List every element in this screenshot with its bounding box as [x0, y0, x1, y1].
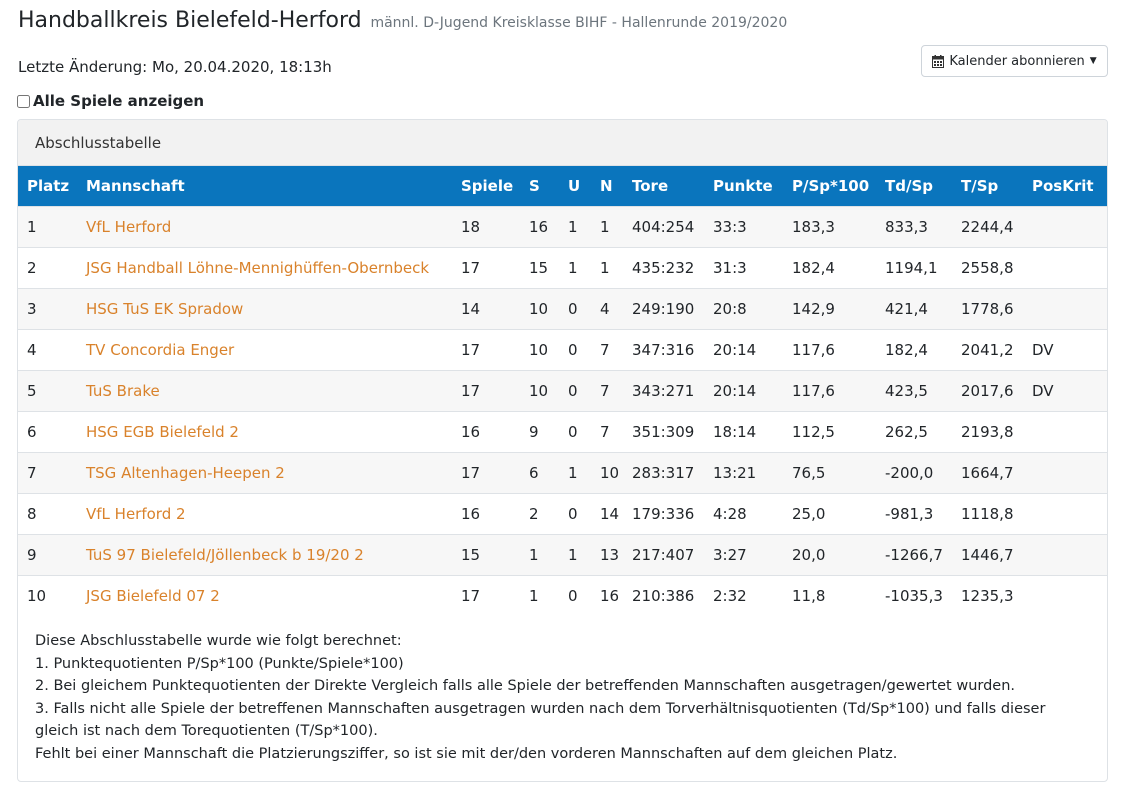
calendar-icon — [932, 55, 944, 68]
column-header-p-sp-100: P/Sp*100 — [792, 176, 870, 195]
cell-s: 10 — [529, 340, 549, 359]
cell-n: 16 — [600, 586, 620, 605]
cell-platz: 10 — [27, 586, 47, 605]
cell-s: 15 — [529, 258, 549, 277]
cell-platz: 3 — [27, 299, 37, 318]
team-link[interactable]: HSG TuS EK Spradow — [86, 299, 244, 318]
cell-td-sp: 1194,1 — [885, 258, 938, 277]
table-row — [18, 411, 1108, 452]
cell-td-sp: 421,4 — [885, 299, 928, 318]
table-row — [18, 329, 1108, 370]
cell-t-sp: 1235,3 — [961, 586, 1014, 605]
cell-platz: 6 — [27, 422, 37, 441]
cell-mannschaft — [77, 329, 452, 370]
table-body — [18, 206, 1108, 616]
cell-poskrit — [1023, 288, 1108, 329]
cell-s: 1 — [529, 586, 539, 605]
table-header-row — [18, 166, 1108, 206]
note-line: 2. Bei gleichem Punktequotienten der Direkte Vergleich falls alle Spiele der betreffenden Mannschaften ausgetragen/gewertet wurden. — [35, 678, 1016, 694]
cell-punkte: 18:14 — [713, 422, 757, 441]
table-row — [18, 288, 1108, 329]
cell-n: 7 — [600, 340, 610, 359]
cell-u: 1 — [568, 463, 578, 482]
cell-tore: 404:254 — [632, 217, 695, 236]
cell-n: 13 — [600, 545, 620, 564]
cell-punkte: 33:3 — [713, 217, 747, 236]
cell-t-sp: 2193,8 — [961, 422, 1014, 441]
cell-t-sp: 2017,6 — [961, 381, 1014, 400]
cell-poskrit — [1023, 534, 1108, 575]
cell-s: 10 — [529, 381, 549, 400]
cell-mannschaft — [77, 370, 452, 411]
cell-poskrit — [1023, 452, 1108, 493]
table-row — [18, 575, 1108, 616]
cell-s: 2 — [529, 504, 539, 523]
cell-tore: 179:336 — [632, 504, 695, 523]
team-link[interactable]: VfL Herford — [86, 217, 172, 236]
cell-p-sp-100: 183,3 — [792, 217, 835, 236]
cell-t-sp: 2041,2 — [961, 340, 1014, 359]
column-header-tore: Tore — [632, 176, 669, 195]
cell-p-sp-100: 112,5 — [792, 422, 835, 441]
cell-t-sp: 1118,8 — [961, 504, 1014, 523]
column-header-mannschaft: Mannschaft — [86, 176, 185, 195]
cell-u: 0 — [568, 586, 578, 605]
cell-u: 0 — [568, 381, 578, 400]
cell-spiele: 17 — [461, 381, 481, 400]
column-header-td-sp: Td/Sp — [885, 176, 933, 195]
table-row — [18, 247, 1108, 288]
cell-n: 7 — [600, 422, 610, 441]
cell-p-sp-100: 20,0 — [792, 545, 826, 564]
cell-t-sp: 1778,6 — [961, 299, 1014, 318]
cell-platz: 1 — [27, 217, 37, 236]
cell-s: 16 — [529, 217, 549, 236]
cell-tore: 217:407 — [632, 545, 695, 564]
cell-td-sp: -1035,3 — [885, 586, 943, 605]
cell-t-sp: 1664,7 — [961, 463, 1014, 482]
cell-p-sp-100: 25,0 — [792, 504, 826, 523]
column-header-poskrit: PosKrit — [1032, 176, 1094, 195]
cell-n: 14 — [600, 504, 620, 523]
cell-poskrit — [1023, 206, 1108, 247]
team-link[interactable]: JSG Handball Löhne-Mennighüffen-Obernbeck — [86, 258, 430, 277]
cell-platz: 9 — [27, 545, 37, 564]
cell-u: 0 — [568, 340, 578, 359]
cell-p-sp-100: 117,6 — [792, 340, 835, 359]
cell-mannschaft — [77, 493, 452, 534]
cell-u: 0 — [568, 422, 578, 441]
cell-spiele: 14 — [461, 299, 481, 318]
cell-s: 9 — [529, 422, 539, 441]
note-line: Diese Abschlusstabelle wurde wie folgt berechnet: — [35, 633, 402, 649]
cell-u: 1 — [568, 258, 578, 277]
cell-p-sp-100: 142,9 — [792, 299, 835, 318]
cell-t-sp: 2558,8 — [961, 258, 1014, 277]
cell-td-sp: 833,3 — [885, 217, 928, 236]
cell-punkte: 20:8 — [713, 299, 747, 318]
cell-spiele: 17 — [461, 258, 481, 277]
cell-punkte: 2:32 — [713, 586, 747, 605]
cell-n: 10 — [600, 463, 620, 482]
cell-platz: 7 — [27, 463, 37, 482]
column-header-platz: Platz — [27, 176, 70, 195]
cell-mannschaft — [77, 247, 452, 288]
cell-punkte: 4:28 — [713, 504, 747, 523]
cell-poskrit — [1023, 575, 1108, 616]
cell-n: 1 — [600, 258, 610, 277]
column-header-n: N — [600, 176, 613, 195]
cell-platz: 4 — [27, 340, 37, 359]
column-header-t-sp: T/Sp — [961, 176, 999, 195]
cell-spiele: 16 — [461, 504, 481, 523]
calendar-subscribe-label: Kalender abonnieren — [949, 53, 1085, 69]
standings-table — [18, 166, 1108, 616]
cell-punkte: 3:27 — [713, 545, 747, 564]
cell-tore: 343:271 — [632, 381, 695, 400]
cell-spiele: 18 — [461, 217, 481, 236]
cell-poskrit: DV — [1032, 340, 1054, 359]
cell-mannschaft — [77, 534, 452, 575]
cell-u: 0 — [568, 299, 578, 318]
cell-spiele: 15 — [461, 545, 481, 564]
calendar-subscribe-button[interactable] — [921, 45, 1108, 77]
cell-s: 6 — [529, 463, 539, 482]
column-header-u: U — [568, 176, 581, 195]
cell-punkte: 20:14 — [713, 381, 757, 400]
cell-poskrit — [1023, 247, 1108, 288]
cell-td-sp: -200,0 — [885, 463, 934, 482]
team-link[interactable]: VfL Herford 2 — [86, 504, 186, 523]
cell-s: 10 — [529, 299, 549, 318]
cell-n: 4 — [600, 299, 610, 318]
table-row — [18, 534, 1108, 575]
cell-mannschaft — [77, 206, 452, 247]
page-subtitle: männl. D-Jugend Kreisklasse BIHF - Hallenrunde 2019/2020 — [370, 15, 788, 31]
cell-u: 1 — [568, 217, 578, 236]
table-row — [18, 493, 1108, 534]
cell-spiele: 16 — [461, 422, 481, 441]
cell-s: 1 — [529, 545, 539, 564]
page-title: Handballkreis Bielefeld-Herford — [18, 8, 362, 33]
cell-platz: 8 — [27, 504, 37, 523]
cell-punkte: 20:14 — [713, 340, 757, 359]
show-all-games-checkbox[interactable] — [17, 95, 30, 108]
cell-tore: 351:309 — [632, 422, 695, 441]
team-link[interactable]: TuS Brake — [86, 381, 160, 400]
team-link[interactable]: TuS 97 Bielefeld/Jöllenbeck b 19/20 2 — [86, 545, 364, 564]
cell-n: 1 — [600, 217, 610, 236]
cell-p-sp-100: 11,8 — [792, 586, 826, 605]
cell-poskrit: DV — [1032, 381, 1054, 400]
cell-spiele: 17 — [461, 340, 481, 359]
team-link[interactable]: JSG Bielefeld 07 2 — [86, 586, 220, 605]
table-row — [18, 370, 1108, 411]
column-header-spiele: Spiele — [461, 176, 514, 195]
cell-punkte: 31:3 — [713, 258, 747, 277]
team-link[interactable]: TV Concordia Enger — [86, 340, 235, 359]
note-line: 1. Punktequotienten P/Sp*100 (Punkte/Spiele*100) — [35, 655, 404, 672]
cell-tore: 249:190 — [632, 299, 695, 318]
cell-mannschaft — [77, 411, 452, 452]
standings-card-header: Abschlusstabelle — [18, 120, 1107, 166]
column-header-s: S — [529, 176, 540, 195]
show-all-games-toggle[interactable] — [17, 92, 204, 110]
cell-punkte: 13:21 — [713, 463, 757, 482]
column-header-punkte: Punkte — [713, 176, 773, 195]
cell-td-sp: 182,4 — [885, 340, 928, 359]
note-line: Fehlt bei einer Mannschaft die Platzierungsziffer, so ist sie mit der/den vorderen Mannschaften auf dem gleichen Platz. — [35, 745, 898, 762]
cell-tore: 210:386 — [632, 586, 695, 605]
last-change-text: Letzte Änderung: Mo, 20.04.2020, 18:13h — [18, 58, 332, 76]
cell-mannschaft — [77, 288, 452, 329]
cell-td-sp: -981,3 — [885, 504, 934, 523]
note-line: 3. Falls nicht alle Spiele der betreffenen Mannschaften ausgetragen wurden nach dem Torverhältnisquotienten (Td/Sp*100) und falls dieser gleich ist nach dem Torequotienten (T/Sp*100). — [35, 700, 1046, 739]
cell-tore: 347:316 — [632, 340, 695, 359]
cell-tore: 283:317 — [632, 463, 695, 482]
cell-mannschaft — [77, 452, 452, 493]
cell-u: 1 — [568, 545, 578, 564]
cell-mannschaft — [77, 575, 452, 616]
cell-td-sp: -1266,7 — [885, 545, 943, 564]
cell-poskrit — [1023, 411, 1108, 452]
cell-p-sp-100: 76,5 — [792, 463, 826, 482]
cell-td-sp: 262,5 — [885, 422, 928, 441]
cell-platz: 2 — [27, 258, 37, 277]
cell-platz: 5 — [27, 381, 37, 400]
page-header — [18, 8, 787, 33]
cell-tore: 435:232 — [632, 258, 695, 277]
cell-t-sp: 2244,4 — [961, 217, 1014, 236]
table-row — [18, 452, 1108, 493]
team-link[interactable]: TSG Altenhagen-Heepen 2 — [86, 463, 285, 482]
cell-poskrit — [1023, 493, 1108, 534]
cell-n: 7 — [600, 381, 610, 400]
cell-spiele: 17 — [461, 586, 481, 605]
cell-spiele: 17 — [461, 463, 481, 482]
table-row — [18, 206, 1108, 247]
standings-card — [17, 119, 1108, 782]
cell-u: 0 — [568, 504, 578, 523]
cell-t-sp: 1446,7 — [961, 545, 1014, 564]
show-all-games-label: Alle Spiele anzeigen — [33, 92, 205, 110]
cell-p-sp-100: 117,6 — [792, 381, 835, 400]
calculation-notes — [18, 616, 1107, 765]
caret-down-icon: ▼ — [1089, 56, 1097, 66]
team-link[interactable]: HSG EGB Bielefeld 2 — [86, 422, 239, 441]
cell-p-sp-100: 182,4 — [792, 258, 835, 277]
cell-td-sp: 423,5 — [885, 381, 928, 400]
